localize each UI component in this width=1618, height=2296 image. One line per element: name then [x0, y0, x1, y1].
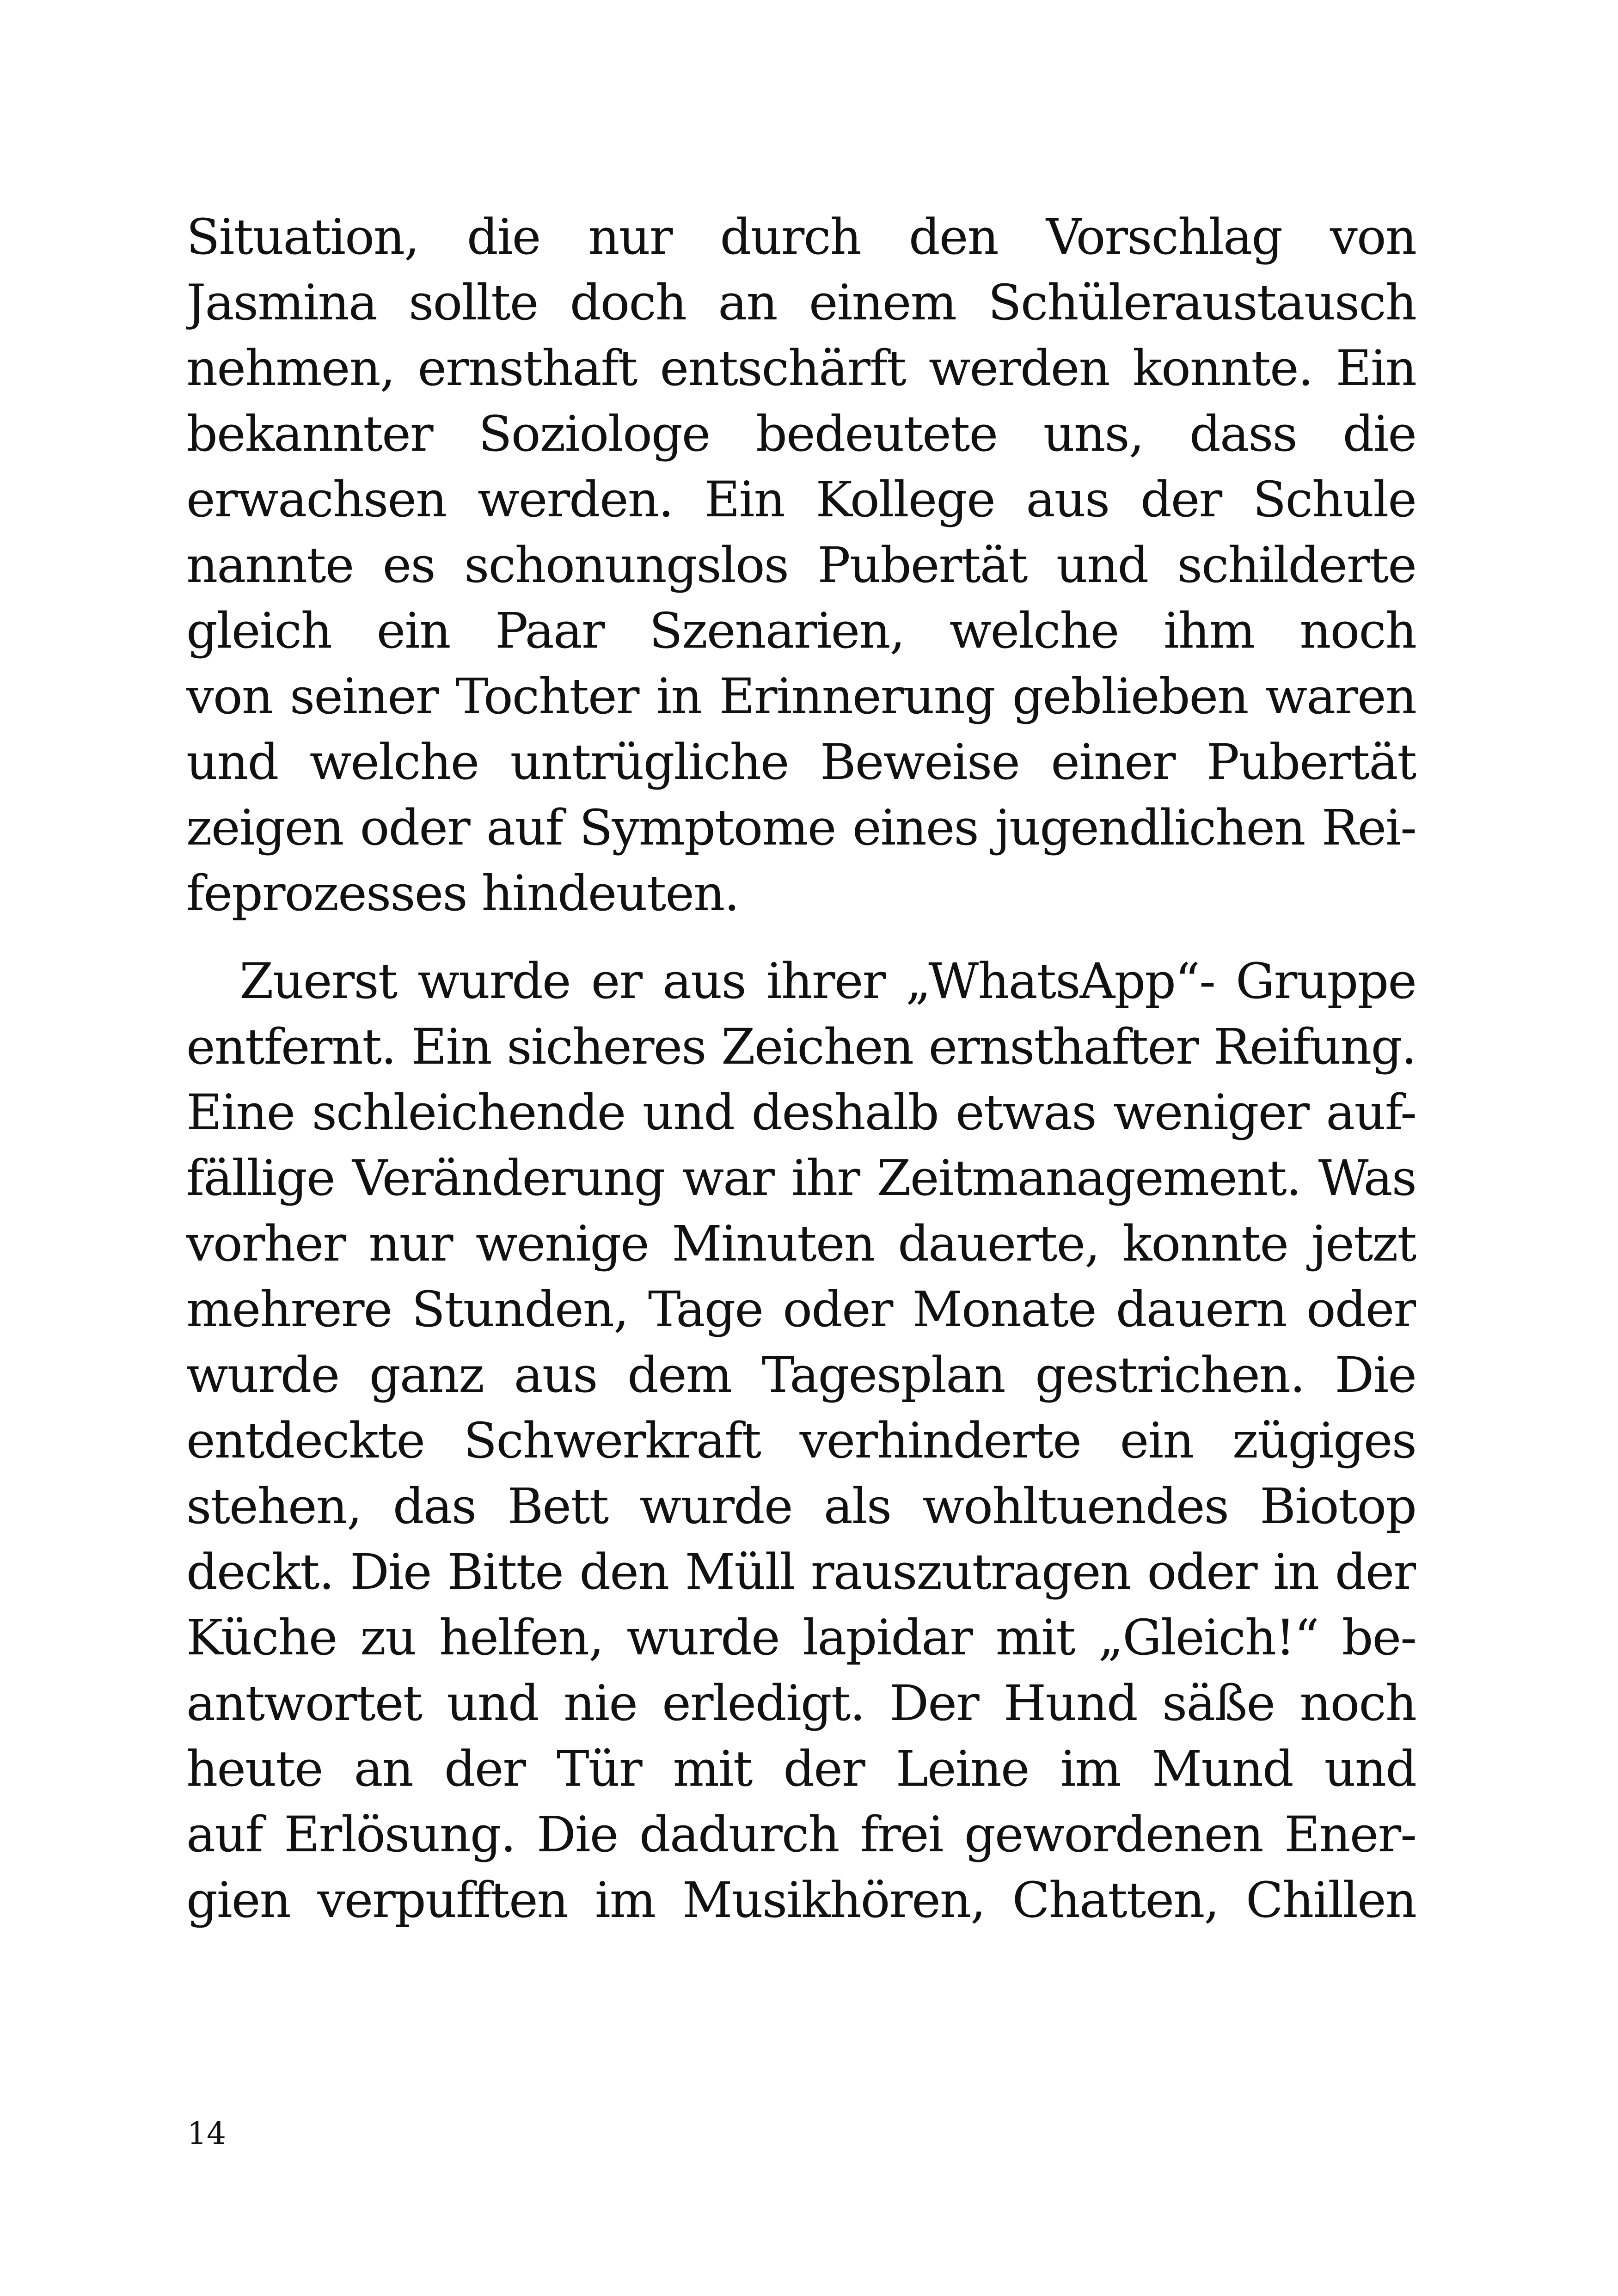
paragraph: [186, 204, 1416, 926]
text-line: bekannter Soziologe bedeutete uns, dass die: [186, 405, 1416, 462]
text-line: Eine schleichende und deshalb etwas weniger auf-: [186, 1084, 1416, 1141]
text-line: wurde ganz aus dem Tagesplan gestrichen. Die: [186, 1347, 1416, 1403]
text-line: antwortet und nie erledigt. Der Hund säße noch: [186, 1675, 1416, 1732]
text-line: Jasmina sollte doch an einem Schüleraustausch: [186, 274, 1416, 331]
page-number: 14: [187, 2116, 226, 2151]
text-line: mehrere Stunden, Tage oder Monate dauern oder: [186, 1281, 1416, 1338]
text-line: zeigen oder auf Symptome eines jugendlichen Rei-: [186, 799, 1416, 856]
text-line: erwachsen werden. Ein Kollege aus der Schule: [186, 471, 1416, 528]
text-line: feprozesses hindeuten.: [186, 865, 739, 922]
text-line: auf Erlösung. Die dadurch frei gewordenen Ener-: [186, 1806, 1416, 1863]
text-line: stehen, das Bett wurde als wohltuendes Biotop: [186, 1478, 1416, 1535]
text-line: entdeckte Schwerkraft verhinderte ein zügiges: [186, 1412, 1416, 1469]
text-line: deckt. Die Bitte den Müll rauszutragen oder in der: [186, 1543, 1416, 1600]
body-text: [186, 204, 1416, 1933]
text-line: von seiner Tochter in Erinnerung geblieben waren: [186, 668, 1416, 725]
text-line: nannte es schonungslos Pubertät und schilderte: [186, 537, 1416, 594]
text-line: heute an der Tür mit der Leine im Mund und: [186, 1740, 1416, 1797]
text-line: Zuerst wurde er aus ihrer „WhatsApp“- Gruppe: [239, 953, 1416, 1010]
text-line: und welche untrügliche Beweise einer Pubertät: [186, 734, 1416, 790]
text-line: fällige Veränderung war ihr Zeitmanagement. Was: [186, 1150, 1416, 1206]
paragraph: [186, 949, 1416, 1933]
text-line: Küche zu helfen, wurde lapidar mit „Gleich!“ be-: [186, 1609, 1416, 1666]
text-line: gien verpufften im Musikhören, Chatten, Chillen: [186, 1872, 1416, 1929]
text-line: Situation, die nur durch den Vorschlag von: [186, 208, 1416, 265]
text-line: nehmen, ernsthaft entschärft werden konnte. Ein: [186, 340, 1416, 397]
text-line: vorher nur wenige Minuten dauerte, konnte jetzt: [186, 1215, 1416, 1272]
text-line: entfernt. Ein sicheres Zeichen ernsthafter Reifung.: [186, 1018, 1416, 1075]
paragraph-gap: [186, 926, 1416, 949]
text-line: gleich ein Paar Szenarien, welche ihm noch: [186, 602, 1416, 659]
